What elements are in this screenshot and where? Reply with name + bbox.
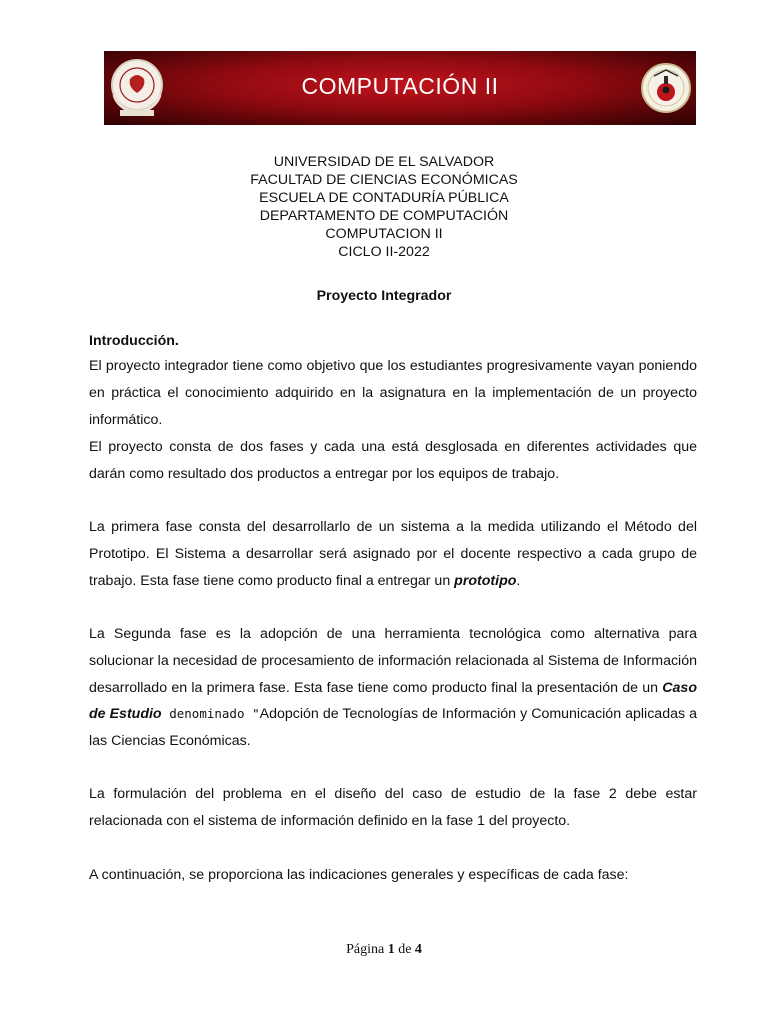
banner-title: COMPUTACIÓN II: [301, 73, 499, 99]
phase1-text: La primera fase consta del desarrollarlo de un sistema a la medida utilizando el Método del Prototipo. El Sistema a desarrollar será asignado por el docente respectivo a cada grupo de trabajo. Esta fase tiene como producto final a entregar un: [89, 519, 697, 589]
institution-header: [0, 153, 768, 261]
header-line: ESCUELA DE CONTADURÍA PÚBLICA: [259, 190, 509, 206]
intro-heading: Introducción.: [89, 333, 179, 349]
phase1-end: .: [516, 572, 521, 589]
phase2-paragraph: [89, 621, 697, 755]
header-banner: [104, 51, 696, 125]
phase2-end: Adopción de Tecnologías de Información y Comunicación aplicadas a las Ciencias Económicas.: [89, 706, 697, 750]
header-line: COMPUTACION II: [325, 226, 443, 242]
intro-paragraph-2: El proyecto consta de dos fases y cada una está desglosada en diferentes actividades que darán como resultado dos productos a entregar por los equipos de trabajo.: [89, 439, 697, 482]
continuation-paragraph: A continuación, se proporciona las indicaciones generales y específicas de cada fase:: [89, 867, 629, 883]
header-line: CICLO II-2022: [338, 244, 430, 260]
intro-paragraph-1: El proyecto integrador tiene como objetivo que los estudiantes progresivamente vayan poniendo en práctica el conocimiento adquirido en la asignatura en la implementación de un proyecto informático.: [89, 358, 697, 428]
phase2-text: La Segunda fase es la adopción de una herramienta tecnológica como alternativa para solucionar la necesidad de procesamiento de información relacionada al Sistema de Información desarrollado en la primera fase. Esta fase tiene como producto final la presentación de un: [89, 626, 697, 696]
page-footer: [0, 942, 768, 958]
phase1-paragraph: [89, 514, 697, 594]
header-line: UNIVERSIDAD DE EL SALVADOR: [273, 154, 495, 170]
problem-paragraph: La formulación del problema en el diseño del caso de estudio de la fase 2 debe estar relacionada con el sistema de información definido en la fase 1 del proyecto.: [89, 786, 697, 829]
page-total: 4: [414, 942, 422, 957]
document-title: Proyecto Integrador: [316, 288, 452, 304]
page-word: Página: [346, 942, 385, 957]
phase2-emphasis: Caso de Estudio: [89, 679, 697, 723]
phase1-emphasis: prototipo: [454, 572, 517, 589]
phase2-mono: denominado ": [161, 706, 260, 722]
page-current: 1: [387, 942, 395, 957]
header-line: DEPARTAMENTO DE COMPUTACIÓN: [259, 208, 509, 224]
header-line: FACULTAD DE CIENCIAS ECONÓMICAS: [250, 172, 518, 188]
faculty-seal-icon: [640, 54, 692, 122]
page-of-word: de: [398, 942, 412, 957]
